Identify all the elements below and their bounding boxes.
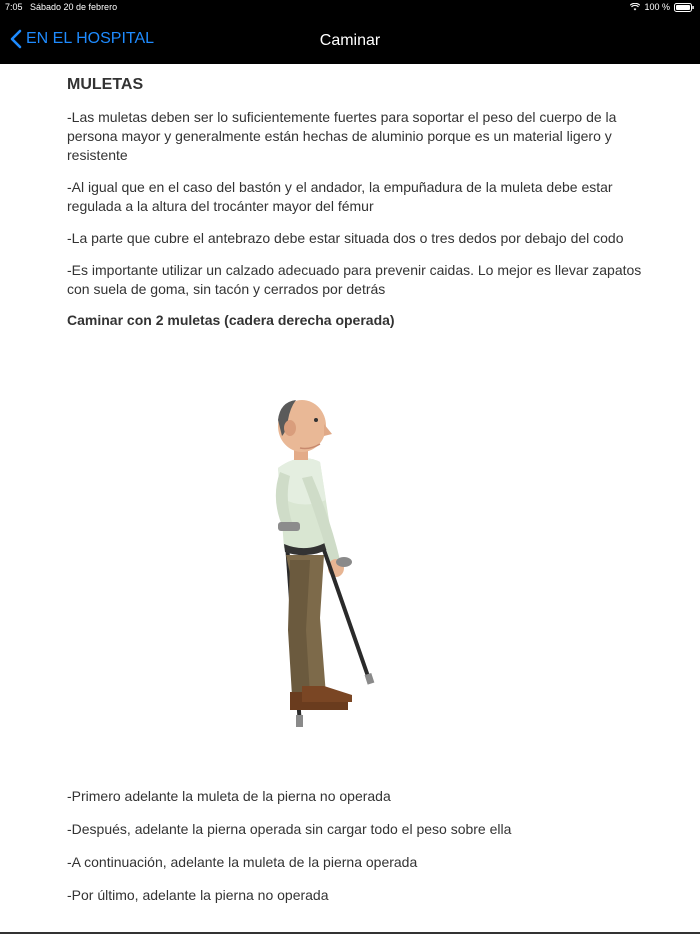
page-title: Caminar <box>319 32 381 49</box>
status-bar <box>0 0 700 14</box>
battery-icon <box>674 3 694 12</box>
paragraph: -Al igual que en el caso del bastón y el andador, la empuñadura de la muleta debe estar regulada a la altura del trocánter mayor del fémur <box>67 179 613 214</box>
section-heading: MULETAS <box>67 76 144 93</box>
back-label: EN EL HOSPITAL <box>26 30 155 47</box>
battery-percent: 100 % <box>644 2 670 12</box>
wifi-icon <box>630 3 640 11</box>
paragraph: -Es importante utilizar un calzado adecuado para prevenir caidas. Lo mejor es llevar zapatos con suela de goma, sin tacón y cerrados por detrás <box>67 262 642 297</box>
list-item: -A continuación, adelante la muleta de la pierna operada <box>67 854 418 870</box>
navigation-bar <box>0 14 700 64</box>
status-time: 7:05 <box>5 2 23 12</box>
paragraph: -La parte que cubre el antebrazo debe estar situada dos o tres dedos por debajo del codo <box>67 230 624 246</box>
subheading: Caminar con 2 muletas (cadera derecha operada) <box>67 312 395 328</box>
article-content <box>67 64 647 328</box>
list-item: -Después, adelante la pierna operada sin cargar todo el peso sobre ella <box>67 821 512 837</box>
steps-list <box>67 787 647 919</box>
man-with-crutches-illustration <box>240 390 380 735</box>
paragraph: -Las muletas deben ser lo suficientemente fuertes para soportar el peso del cuerpo de la persona mayor y generalmente están hechas de aluminio porque es un material ligero y resistente <box>67 109 617 163</box>
status-right <box>630 2 694 12</box>
list-item: -Por último, adelante la pierna no operada <box>67 887 329 903</box>
list-item: -Primero adelante la muleta de la pierna no operada <box>67 788 391 804</box>
status-date: Sábado 20 de febrero <box>30 2 118 12</box>
